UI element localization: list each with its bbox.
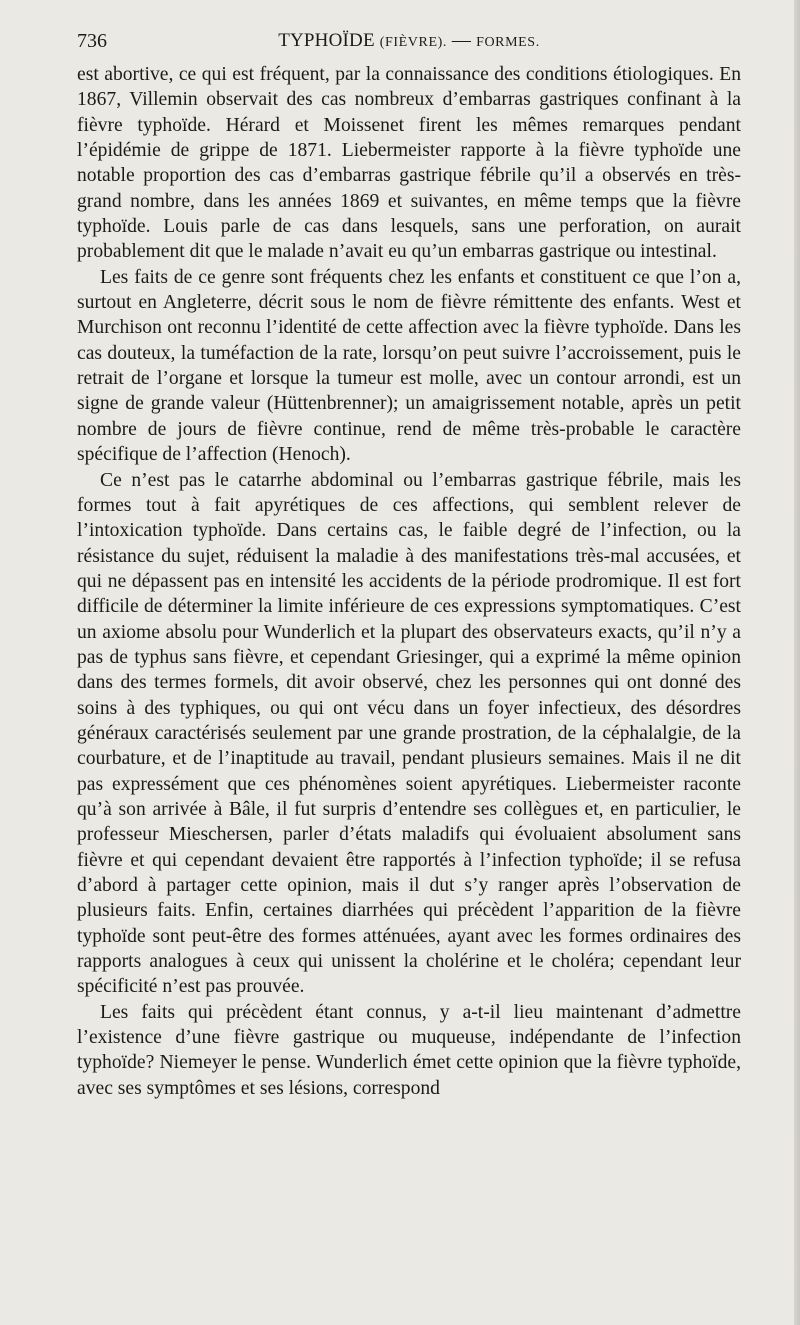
paragraph-4: Les faits qui précèdent étant connus, y a-t-il lieu maintenant d’admettre l’existence d’une fièvre gastrique ou muqueuse, indépendante de l’infection typhoïde? Niemeyer le pense. Wunderlich émet cette opinion que la fièvre typhoïde, avec ses symptômes et ses lésions, correspond <box>77 1001 741 1099</box>
paragraph-2: Les faits de ce genre sont fréquents chez les enfants et constituent ce que l’on a, surtout en Angleterre, décrit sous le nom de fièvre rémittente des enfants. West et Murchison ont reconnu l’identité de cette affection avec la fièvre typhoïde. Dans les cas douteux, la tuméfaction de la rate, lorsqu’on peut suivre l’accroissement, puis le retrait de l’organe et lorsque la tumeur est molle, avec un contour arrondi, est un signe de grande valeur (Hüttenbrenner); un amaigrissement notable, après un petit nombre de jours de fièvre continue, rend de même très-probable le caractère spécifique de l’affection (Henoch). <box>77 266 741 466</box>
running-title-paren: (FIÈVRE). <box>379 35 447 50</box>
running-title-section: FORMES. <box>476 35 540 50</box>
page-header <box>77 30 741 54</box>
paragraph-3: Ce n’est pas le catarrhe abdominal ou l’embarras gastrique fébrile, mais les formes tout à fait apyrétiques de ces affections, qui semblent relever de l’intoxication typhoïde. Dans certains cas, le faible degré de l’infection, ou la résistance du sujet, réduisent la maladie à des manifestations très-mal accusées, et qui ne dépassent pas en intensité les accidents de la période prodromique. Il est fort difficile de déterminer la limite inférieure de ces expressions symptomatiques. C’est un axiome absolu pour Wunderlich et la plupart des observateurs exacts, qu’il n’y a pas de typhus sans fièvre, et cependant Griesinger, qui a exprimé la même opinion dans des termes formels, dit avoir observé, chez les personnes qui ont donné des soins à des typhiques, ou qui ont vécu dans un foyer infectieux, des désordres généraux caractérisés seulement par une grande prostration, de la céphalalgie, de la courbature, et de l’inaptitude au travail, pendant plusieurs semaines. Mais il ne dit pas expressément que ces phénomènes soient apyrétiques. Liebermeister raconte qu’à son arrivée à Bâle, il fut surpris d’entendre ses collègues et, en particulier, le professeur Mieschersen, parler d’états maladifs qui évoluaient absolument sans fièvre et qui cependant devaient être rapportés à l’infection typhoïde; il se refusa d’abord à partager cette opinion, mais il dut s’y ranger après l’observation de plusieurs faits. Enfin, certaines diarrhées qui précèdent l’apparition de la fièvre typhoïde sont peut-être des formes atténuées, ayant avec les formes ordinaires des rapports analogues à ceux qui unissent la cholérine et le choléra; cependant leur spécificité n’est pas prouvée. <box>77 469 741 998</box>
running-title-dash: — <box>451 30 472 51</box>
running-title <box>77 30 741 52</box>
page-edge-shadow <box>794 0 800 1325</box>
page-number: 736 <box>77 30 107 52</box>
running-title-main: TYPHOÏDE <box>278 30 375 51</box>
paragraph-1: est abortive, ce qui est fréquent, par la connaissance des conditions étiologiques. En 1867, Villemin observait des cas nombreux d’embarras gastriques confinant à la fièvre typhoïde. Hérard et Moissenet firent les mêmes remarques pendant l’épidémie de grippe de 1871. Liebermeister rapporte à la fièvre typhoïde une notable proportion des cas d’embarras gastrique fébrile qu’il a observés en très-grand nombre, dans les années 1869 et suivantes, en même temps que la fièvre typhoïde. Louis parle de cas dans lesquels, sans une perforation, on aurait probablement dit que le malade n’avait eu qu’un embarras gastrique ou intestinal. <box>77 64 741 263</box>
body-text <box>77 62 741 1101</box>
